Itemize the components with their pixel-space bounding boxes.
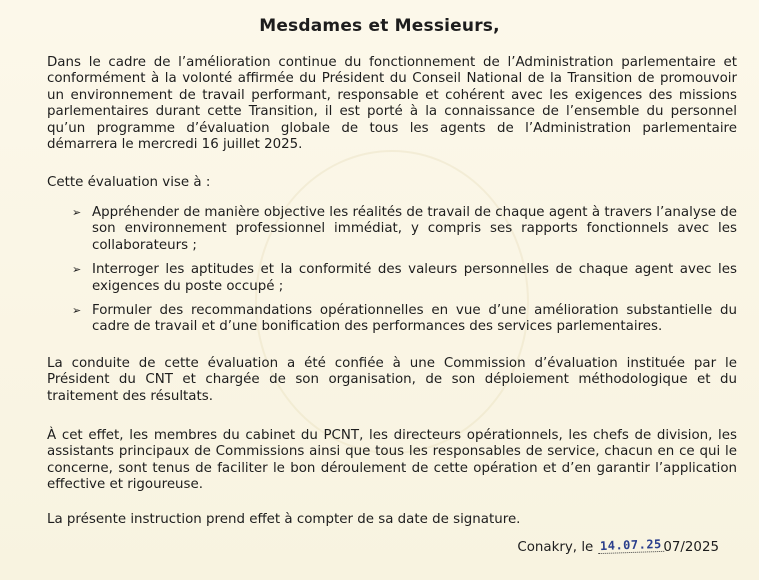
list-item xyxy=(72,262,737,295)
list-item-text: Interroger les aptitudes et la conformité des valeurs personnelles de chaque agent avec les exigences du poste occupé ; xyxy=(92,262,737,294)
arrow-bullet-icon: ➢ xyxy=(72,304,82,318)
aim-paragraph: Cette évaluation vise à : xyxy=(47,175,211,190)
list-item xyxy=(72,205,737,254)
signature-date-line xyxy=(517,536,719,555)
list-item-text: Appréhender de manière objective les réalités de travail de chaque agent à travers l’analyse de son environnement professionnel immédiat, y compris ses rapports fonctionnels avec les collaborateurs ; xyxy=(92,205,737,253)
handwritten-date: 14.07.25 xyxy=(597,537,663,554)
effect-paragraph: À cet effet, les membres du cabinet du PCNT, les directeurs opérationnels, les chefs de division, les assistants principaux de Commissions ainsi que tous les responsables de service, chacun en ce qui le concerne, sont tenus de faciliter le bon déroulement de cette opération et d’en garantir l’application effective et rigoureuse. xyxy=(47,428,737,493)
signature-place: Conakry, le xyxy=(517,540,594,555)
arrow-bullet-icon: ➢ xyxy=(72,263,82,277)
document-title: Mesdames et Messieurs, xyxy=(259,16,500,36)
conduct-paragraph: La conduite de cette évaluation a été confiée à une Commission d’évaluation instituée par le Président du CNT et chargée de son organisation, de son déploiement méthodologique et du traitement des résultats. xyxy=(47,356,737,404)
arrow-bullet-icon: ➢ xyxy=(72,206,82,219)
list-item-text: Formuler des recommandations opérationnelles en vue d’une amélioration substantielle du cadre de travail et d’une bonification des performances des services parlementaires. xyxy=(92,303,737,335)
validity-paragraph: La présente instruction prend effet à compter de sa date de signature. xyxy=(47,512,521,527)
objectives-list xyxy=(72,205,737,344)
intro-paragraph: Dans le cadre de l’amélioration continue du fonctionnement de l’Administration parlementaire et conformément à la volonté affirmée du Président du Conseil National de la Transition de promouvoir un environnement de travail performant, responsable et cohérent avec les exigences des missions parlementaires durant cette Transition, il est porté à la connaissance de l’ensemble du personnel qu’un programme d’évaluation globale de tous les agents de l’Administration parlementaire démarrera le mercredi 16 juillet 2025. xyxy=(47,55,737,153)
list-item xyxy=(72,303,737,336)
printed-date-suffix: 07/2025 xyxy=(663,540,719,555)
